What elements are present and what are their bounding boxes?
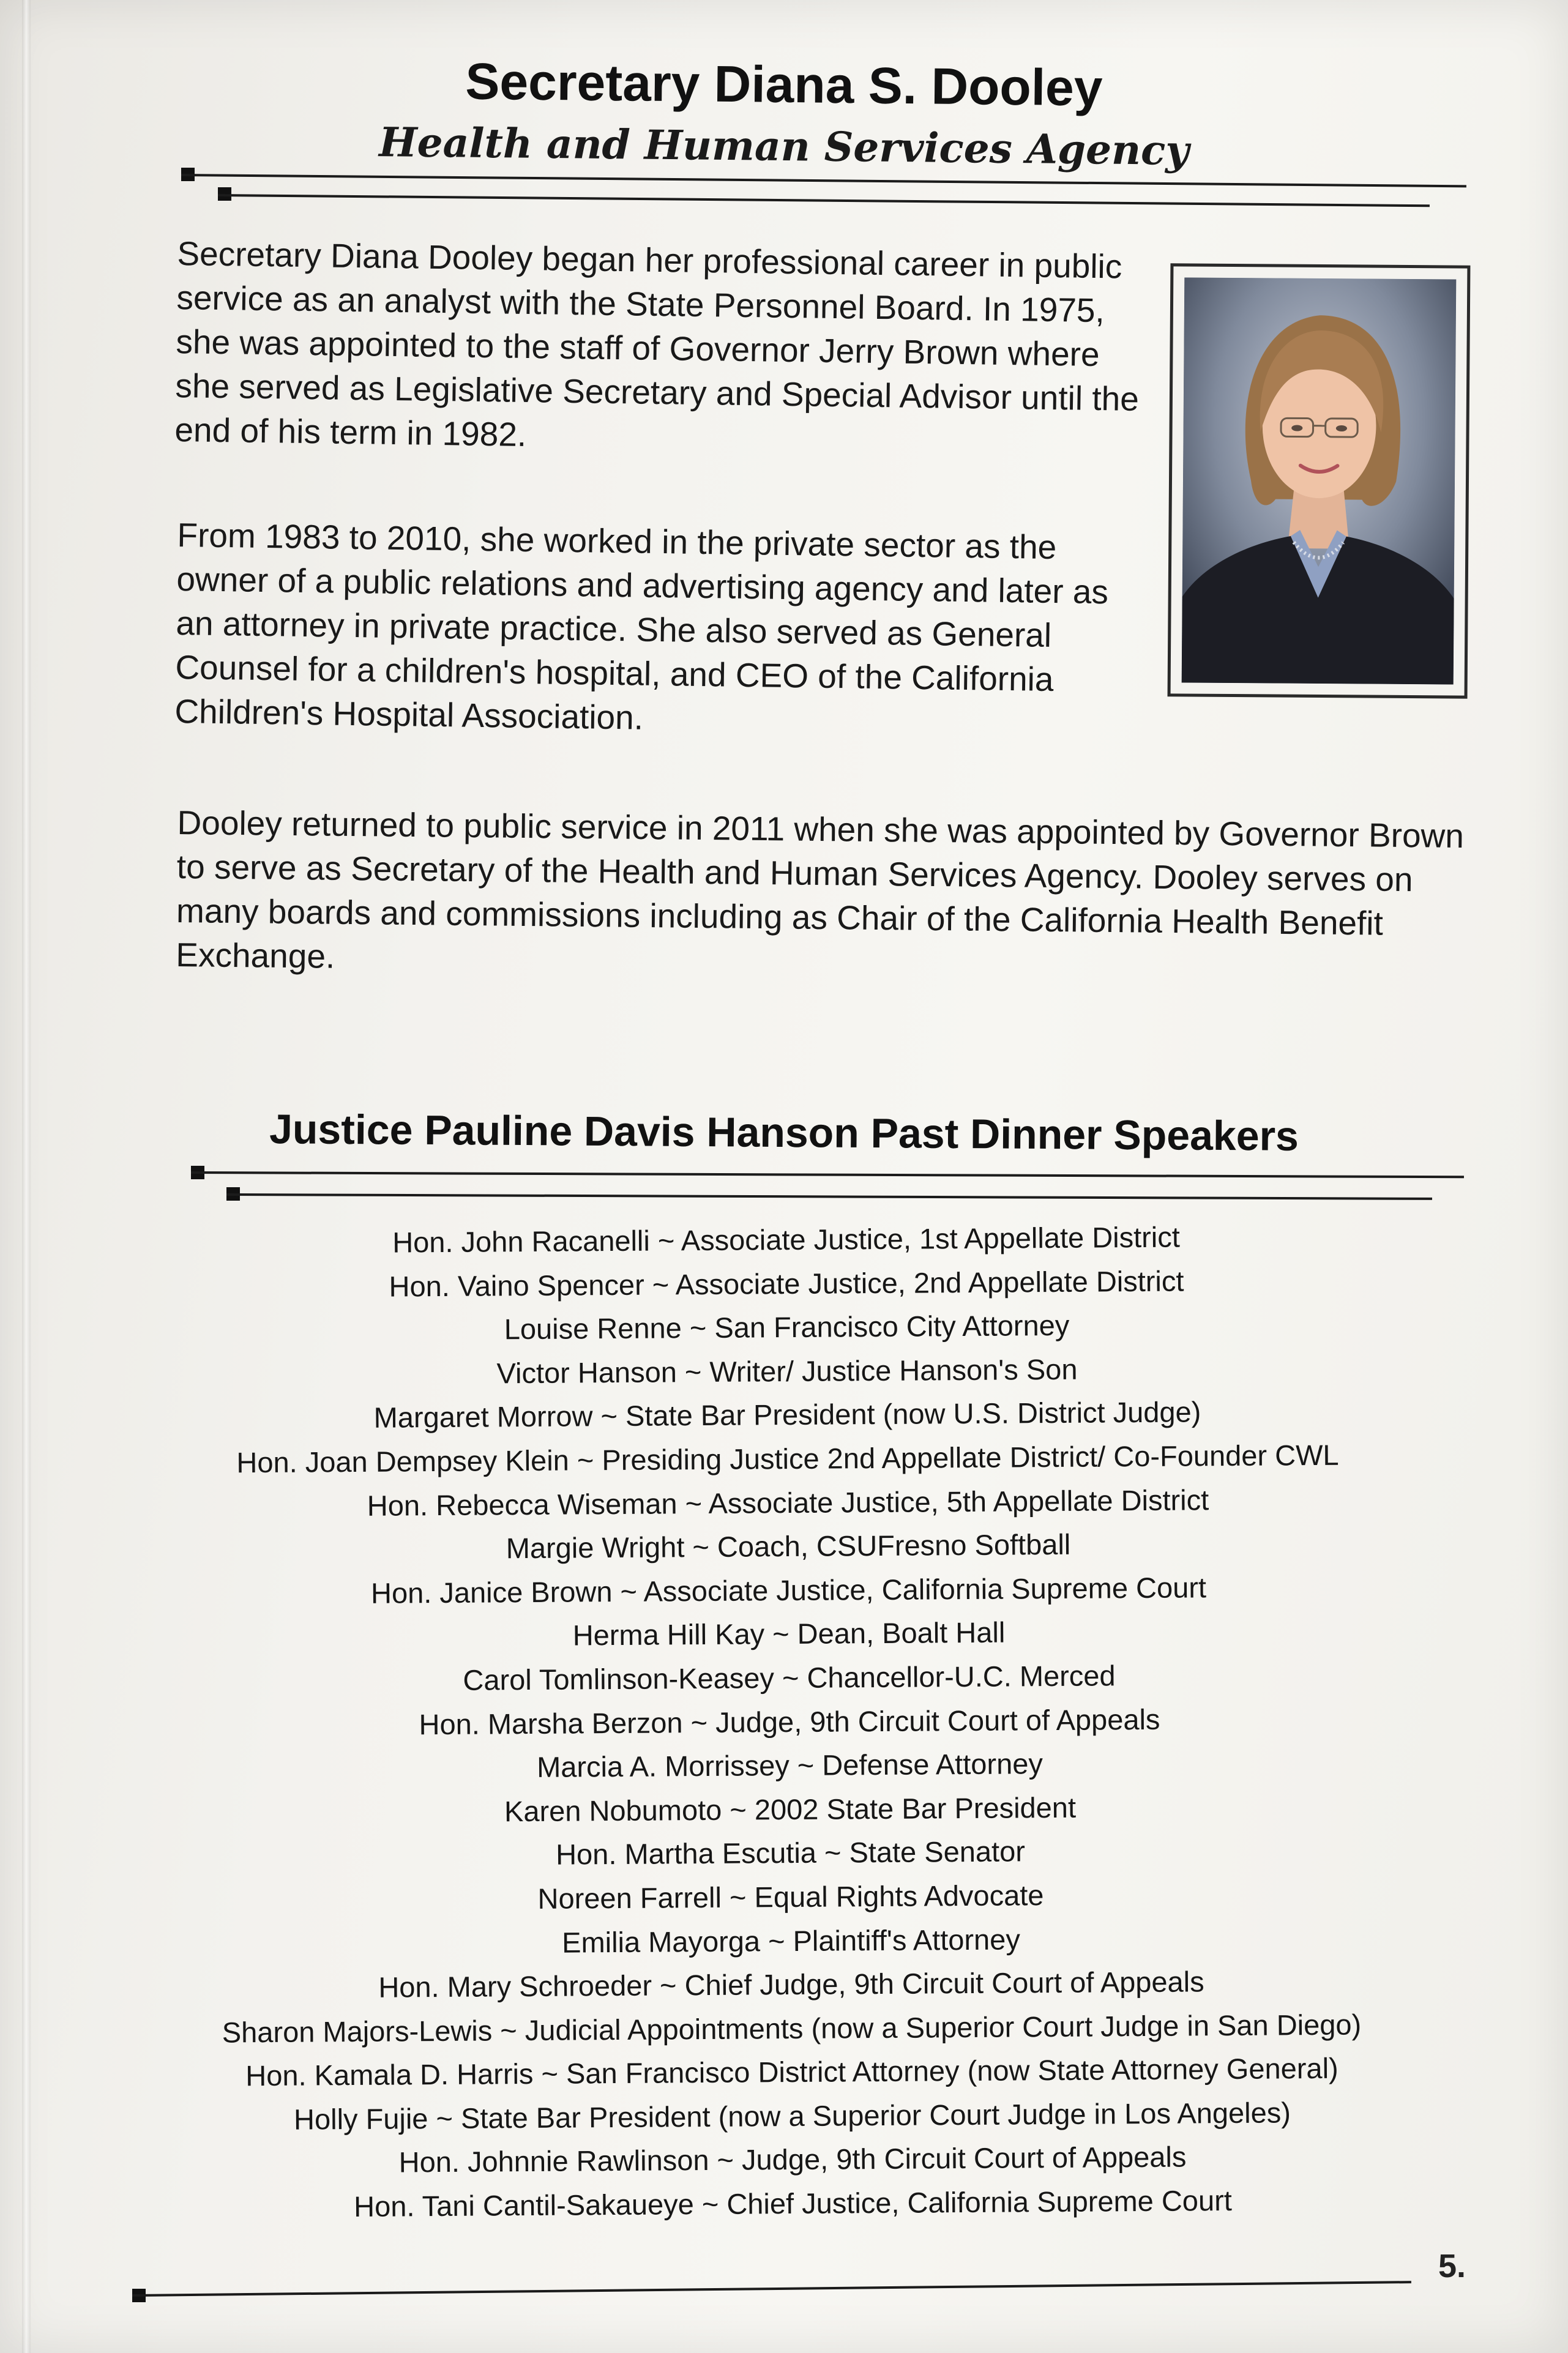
bio-paragraph-3: Dooley returned to public service in 2011 when she was appointed by Governor Brown to serve as Secretary of the Health and Human Services Agency. Dooley serves on many boards and commissions including as Chair of the California Health Benefit Exchange. [176, 803, 1465, 975]
speaker-list-item: Noreen Farrell ~ Equal Rights Advocate [537, 1879, 1044, 1915]
speakers-list [119, 1213, 1460, 2230]
speaker-list-item: Hon. Joan Dempsey Klein ~ Presiding Justice 2nd Appellate District/ Co-Founder CWL [236, 1438, 1339, 1479]
speaker-list-item: Marcia A. Morrissey ~ Defense Attorney [536, 1747, 1043, 1784]
speaker-list-item: Hon. Martha Escutia ~ State Senator [555, 1835, 1026, 1871]
portrait-photo [1182, 277, 1457, 684]
speaker-list-item: Hon. Tani Cantil-Sakaueye ~ Chief Justice, California Supreme Court [354, 2184, 1232, 2223]
page-subtitle: Health and Human Services Agency [378, 118, 1190, 174]
speaker-list-item: Hon. Janice Brown ~ Associate Justice, California Supreme Court [370, 1570, 1207, 1609]
speaker-list-item: Margaret Morrow ~ State Bar President (now U.S. District Judge) [373, 1395, 1201, 1434]
speaker-list-item: Holly Fujie ~ State Bar President (now a Superior Court Judge in Los Angeles) [293, 2096, 1291, 2136]
speaker-list-item: Margie Wright ~ Coach, CSUFresno Softball [506, 1527, 1071, 1565]
speaker-list-item: Hon. John Racanelli ~ Associate Justice, 1st Appellate District [392, 1220, 1180, 1259]
portrait-photo-frame [1168, 263, 1471, 698]
bio-paragraph-2: From 1983 to 2010, she worked in the private sector as the owner of a public relations and advertising agency and later as an attorney in private practice. She also served as General Counsel for a children's hospital, and CEO of the California Children's Hospital Association. [174, 515, 1109, 737]
page-fold-shadow [22, 0, 31, 2353]
speaker-list-item: Hon. Johnnie Rawlinson ~ Judge, 9th Circuit Court of Appeals [398, 2140, 1187, 2179]
speaker-list-item: Hon. Kamala D. Harris ~ San Francisco District Attorney (now State Attorney General) [245, 2052, 1338, 2092]
speaker-list-item: Hon. Mary Schroeder ~ Chief Judge, 9th Circuit Court of Appeals [378, 1965, 1204, 2004]
page-number: 5. [1438, 2248, 1466, 2284]
speaker-list-item: Sharon Majors-Lewis ~ Judicial Appointments (now a Superior Court Judge in San Diego) [222, 2008, 1362, 2049]
speakers-title: Justice Pauline Davis Hanson Past Dinner Speakers [269, 1106, 1299, 1160]
speaker-list-item: Hon. Vaino Spencer ~ Associate Justice, 2nd Appellate District [389, 1264, 1184, 1303]
speaker-list-item: Karen Nobumoto ~ 2002 State Bar President [504, 1791, 1077, 1827]
page-title: Secretary Diana S. Dooley [465, 52, 1103, 117]
bio-paragraph-1: Secretary Diana Dooley began her professional career in public service as an analyst with the State Personnel Board. In 1975, she was appointed to the staff of Governor Jerry Brown where she served as Legislative Secretary and Special Advisor until the end of his term in 1982. [174, 234, 1140, 453]
speaker-list-item: Hon. Marsha Berzon ~ Judge, 9th Circuit Court of Appeals [419, 1702, 1160, 1740]
speaker-list-item: Hon. Rebecca Wiseman ~ Associate Justice, 5th Appellate District [367, 1483, 1209, 1522]
speaker-list-item: Victor Hanson ~ Writer/ Justice Hanson's Son [496, 1352, 1078, 1390]
speaker-list-item: Emilia Mayorga ~ Plaintiff's Attorney [561, 1922, 1021, 1959]
speaker-list-item: Carol Tomlinson-Keasey ~ Chancellor-U.C. Merced [463, 1659, 1116, 1696]
speaker-list-item: Louise Renne ~ San Francisco City Attorney [504, 1308, 1070, 1346]
speaker-list-item: Herma Hill Kay ~ Dean, Boalt Hall [572, 1616, 1006, 1652]
